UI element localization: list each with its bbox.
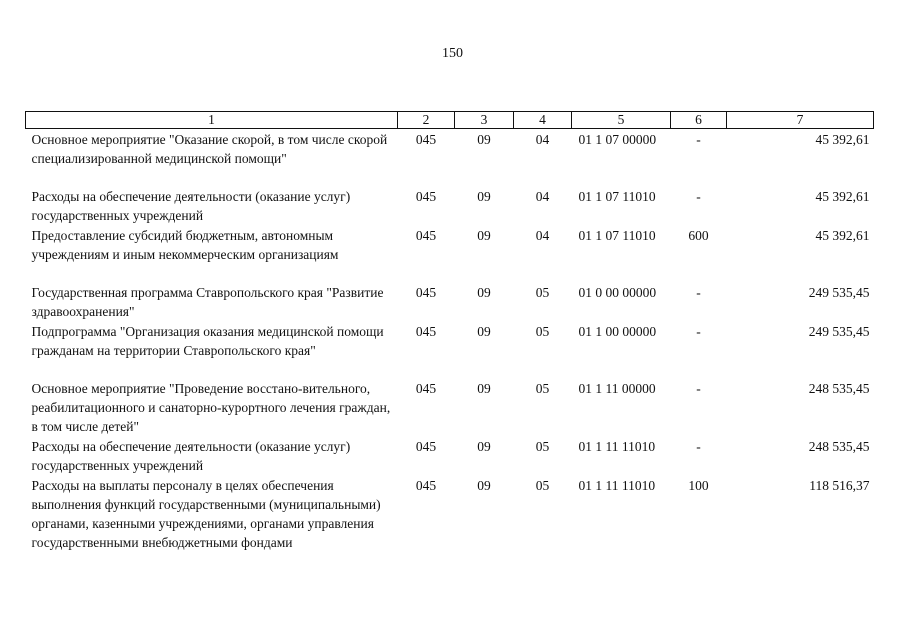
row-ved: 045: [415, 284, 437, 300]
row-rz: 09: [477, 323, 491, 339]
row-ved: 045: [415, 227, 437, 243]
header-col-3: 3: [455, 112, 514, 129]
page-number: 150: [442, 46, 463, 61]
row-sum: 248 535,45: [808, 438, 870, 454]
row-name: Предоставление субсидий бюджетным, автономным учреждениям и иным некоммерческим организациям: [31, 227, 339, 262]
row-pr: 05: [535, 323, 550, 339]
row-rz: 09: [477, 284, 491, 300]
row-ved: 045: [415, 380, 437, 396]
row-name: Расходы на обеспечение деятельности (оказание услуг) государственных учреждений: [31, 438, 351, 473]
row-sum: 249 535,45: [808, 323, 870, 339]
table-row: [26, 378, 874, 436]
table-row: [26, 321, 874, 378]
table-body: [26, 129, 874, 571]
table-row: [26, 225, 874, 282]
table-row: [26, 129, 874, 186]
row-vr: -: [696, 188, 701, 204]
table-row: [26, 475, 874, 571]
row-vr: -: [696, 438, 701, 454]
row-name: Основное мероприятие "Оказание скорой, в том числе скорой специализированной медицинской помощи": [31, 132, 388, 166]
row-pr: 04: [535, 132, 550, 147]
table-header: [26, 112, 874, 129]
row-csr: 01 1 07 11010: [578, 188, 656, 204]
row-ved: 045: [415, 323, 437, 339]
row-vr: 100: [688, 477, 709, 493]
row-sum: 45 392,61: [815, 132, 870, 147]
row-csr: 01 1 07 11010: [578, 227, 656, 243]
header-col-1: 1: [26, 112, 398, 129]
row-sum: 45 392,61: [815, 188, 870, 204]
row-ved: 045: [415, 477, 437, 493]
row-sum: 118 516,37: [809, 477, 870, 493]
row-pr: 04: [535, 188, 550, 204]
header-col-7: 7: [727, 112, 874, 129]
row-ved: 045: [415, 438, 437, 454]
row-pr: 05: [535, 438, 550, 454]
budget-table: [25, 111, 874, 571]
row-rz: 09: [477, 188, 491, 204]
row-vr: -: [696, 132, 701, 147]
header-col-6: 6: [671, 112, 727, 129]
row-rz: 09: [477, 438, 491, 454]
row-vr: -: [696, 284, 701, 300]
row-pr: 05: [535, 477, 550, 493]
table-row: [26, 186, 874, 225]
row-name: Основное мероприятие "Проведение восстано-вительного, реабилитационного и санаторно-курортного лечения граждан, в том числе детей": [31, 380, 391, 434]
row-ved: 045: [415, 188, 437, 204]
row-name: Расходы на выплаты персоналу в целях обеспечения выполнения функций государственными (муниципальными) органами, казенными учреждениями, органами управления государственными внебюджетными фондами: [31, 477, 381, 550]
row-rz: 09: [477, 380, 491, 396]
row-csr: 01 1 11 11010: [578, 438, 656, 454]
row-sum: 248 535,45: [808, 380, 870, 396]
row-csr: 01 1 07 00000: [578, 132, 657, 147]
row-csr: 01 1 11 11010: [578, 477, 656, 493]
table-row: [26, 282, 874, 321]
table-row: [26, 436, 874, 475]
header-col-2: 2: [398, 112, 455, 129]
header-col-5: 5: [572, 112, 671, 129]
row-vr: -: [696, 380, 701, 396]
row-rz: 09: [477, 227, 491, 243]
row-pr: 05: [535, 380, 550, 396]
row-csr: 01 0 00 00000: [578, 284, 657, 300]
row-rz: 09: [477, 132, 491, 147]
row-sum: 249 535,45: [808, 284, 870, 300]
row-sum: 45 392,61: [815, 227, 870, 243]
row-ved: 045: [415, 132, 437, 147]
header-col-4: 4: [514, 112, 572, 129]
row-vr: -: [696, 323, 701, 339]
row-vr: 600: [688, 227, 709, 243]
row-rz: 09: [477, 477, 491, 493]
row-name: Подпрограмма "Организация оказания медицинской помощи гражданам на территории Ставропольского края": [31, 323, 384, 358]
row-pr: 05: [535, 284, 550, 300]
row-csr: 01 1 11 00000: [578, 380, 656, 396]
header-row: [26, 112, 874, 129]
row-pr: 04: [535, 227, 550, 243]
row-name: Государственная программа Ставропольского края "Развитие здравоохранения": [31, 284, 384, 319]
row-csr: 01 1 00 00000: [578, 323, 657, 339]
row-name: Расходы на обеспечение деятельности (оказание услуг) государственных учреждений: [31, 188, 351, 223]
